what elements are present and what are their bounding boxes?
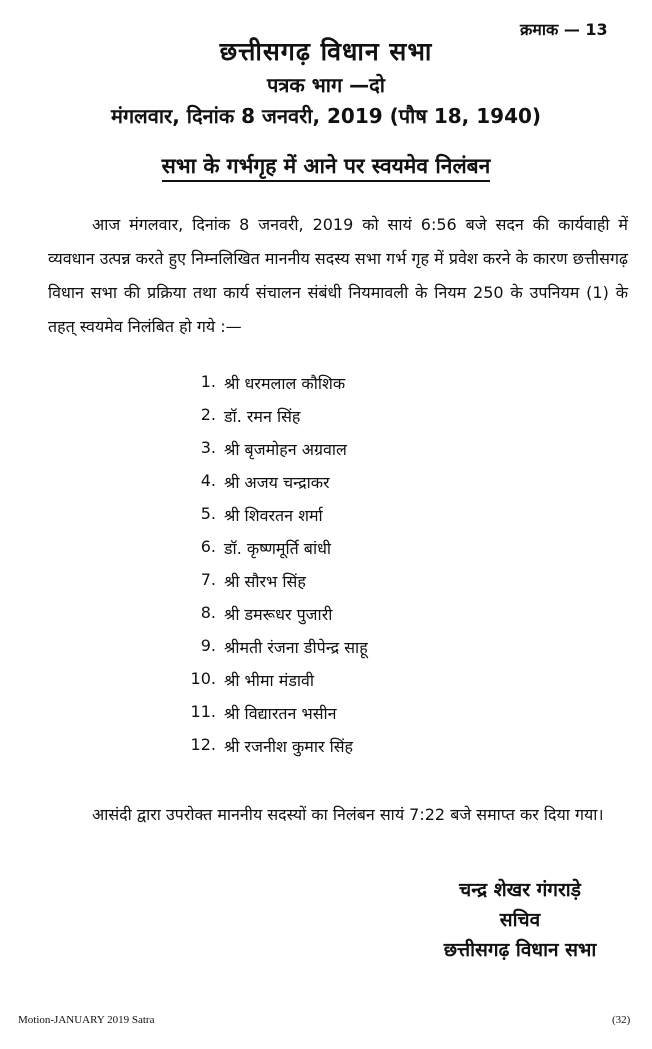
list-item-name: डॉ. कृष्णमूर्ति बांधी	[224, 539, 332, 558]
list-item-number: 1.	[200, 372, 216, 391]
list-item-number: 5.	[200, 504, 216, 523]
list-item-number: 3.	[200, 438, 216, 457]
list-item-name: श्री शिवरतन शर्मा	[224, 506, 323, 525]
signatory-office: छत्तीसगढ़ विधान सभा	[443, 939, 597, 961]
list-item-name: श्री डमरूधर पुजारी	[224, 605, 333, 624]
list-item	[180, 537, 368, 570]
list-item	[180, 504, 368, 537]
serial-number: क्रमाक — 13	[520, 20, 608, 39]
list-item	[180, 372, 368, 405]
list-item-name: डॉ. रमन सिंह	[224, 407, 301, 426]
suspended-members-list	[180, 372, 368, 768]
list-item	[180, 636, 368, 669]
section-heading-text: सभा के गर्भगृह में आने पर स्वयमेव निलंबन	[162, 154, 491, 182]
list-item	[180, 570, 368, 603]
section-heading	[0, 152, 652, 180]
list-item-number: 10.	[190, 669, 216, 688]
list-item-number: 4.	[200, 471, 216, 490]
list-item-number: 9.	[200, 636, 216, 655]
list-item-name: श्रीमती रंजना डीपेन्द्र साहू	[224, 638, 368, 657]
list-item-number: 7.	[200, 570, 216, 589]
list-item-number: 8.	[200, 603, 216, 622]
list-item	[180, 438, 368, 471]
list-item	[180, 471, 368, 504]
list-item-name: श्री अजय चन्द्राकर	[224, 473, 330, 492]
list-item-name: श्री बृजमोहन अग्रवाल	[224, 440, 347, 459]
footer-document-ref: Motion-JANUARY 2019 Satra	[18, 1014, 155, 1026]
list-item-number: 12.	[190, 735, 216, 754]
list-item-name: श्री रजनीश कुमार सिंह	[224, 737, 354, 756]
list-item-name: श्री सौरभ सिंह	[224, 572, 306, 591]
list-item-name: श्री धरमलाल कौशिक	[224, 374, 346, 393]
list-item-number: 11.	[190, 702, 216, 721]
list-item	[180, 603, 368, 636]
list-item	[180, 669, 368, 702]
footer-page-number: (32)	[612, 1014, 631, 1026]
list-item-number: 6.	[200, 537, 216, 556]
document-title: छत्तीसगढ़ विधान सभा	[219, 37, 433, 66]
closing-paragraph: आसंदी द्वारा उपरोक्त माननीय सदस्यों का निलंबन सायं 7:22 बजे समाप्त कर दिया गया।	[92, 805, 604, 824]
signatory-designation: सचिव	[499, 909, 541, 931]
list-item-number: 2.	[200, 405, 216, 424]
document-date: मंगलवार, दिनांक 8 जनवरी, 2019 (पौष 18, 1940)	[110, 104, 542, 128]
list-item-name: श्री भीमा मंडावी	[224, 671, 315, 690]
document-part: पत्रक भाग —दो	[267, 73, 385, 97]
intro-paragraph: आज मंगलवार, दिनांक 8 जनवरी, 2019 को सायं 6:56 बजे सदन की कार्यवाही में व्यवधान उत्पन्न करते हुए निम्नलिखित माननीय सदस्य सभा गर्भ गृह में प्रवेश करने के कारण छत्तीसगढ़ विधान सभा की प्रक्रिया तथा कार्य संचालन संबंधी नियमावली के नियम 250 के उपनियम (1) के तहत् स्वयमेव निलंबित हो गये :—	[48, 215, 628, 336]
list-item-name: श्री विद्यारतन भसीन	[224, 704, 337, 723]
list-item	[180, 702, 368, 735]
list-item	[180, 405, 368, 438]
list-item	[180, 735, 368, 768]
signatory-name: चन्द्र शेखर गंगराड़े	[459, 879, 581, 901]
